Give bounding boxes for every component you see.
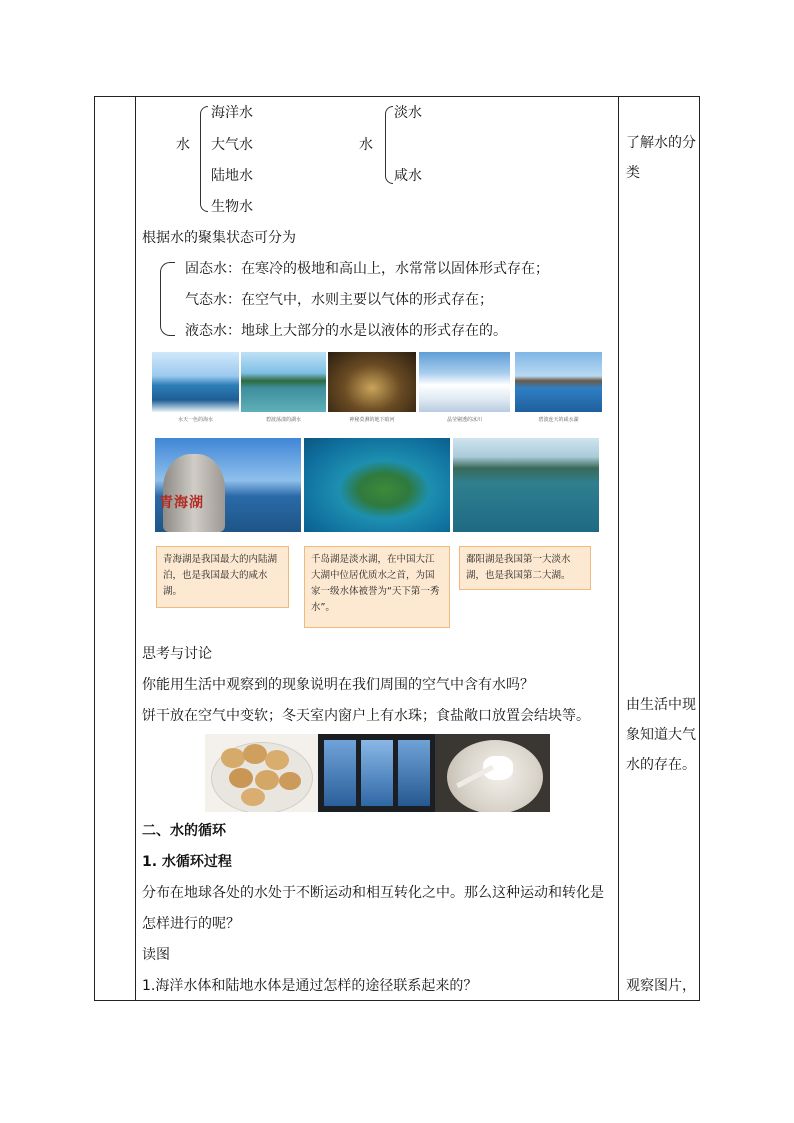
column-divider-left (135, 97, 136, 1000)
discussion-answer: 饼干放在空气中变软；冬天室内窗户上有水珠；食盐敞口放置会结块等。 (142, 708, 590, 724)
brace-icon (160, 262, 175, 336)
lake-note: 千岛湖是淡水湖，在中国大江大湖中位居优质水之首，为国家一级水体被誉为“天下第一秀水”。 (304, 546, 450, 628)
qinghai-lake-photo (155, 438, 301, 532)
classification-item: 大气水 (211, 137, 253, 153)
side-note-observe: 观察图片， (626, 978, 696, 994)
section-heading: 二、水的循环 (142, 823, 226, 839)
photo-caption: 水天一色的海水 (177, 417, 213, 423)
salt-bowl-photo (435, 734, 550, 812)
photo-caption: 碧波连天的咸水湖 (538, 417, 579, 423)
brace-icon (200, 106, 208, 212)
biscuits-photo (205, 734, 318, 812)
classification-root-2: 水 (359, 137, 373, 153)
window-droplets-photo (318, 734, 435, 812)
qinghai-lake-sign: 青海湖 (159, 495, 204, 511)
side-note-classification: 了解水的分类 (626, 135, 696, 181)
classification-item: 陆地水 (211, 168, 253, 184)
paragraph-line: 怎样进行的呢？ (142, 916, 240, 932)
salt-lake-photo (515, 352, 602, 412)
brace-icon (385, 106, 393, 184)
lake-photo (241, 352, 326, 412)
state-line: 气态水：在空气中，水则主要以气体的形式存在； (185, 292, 493, 308)
photo-caption: 晶莹剔透的冰川 (446, 417, 482, 423)
state-line: 液态水：地球上大部分的水是以液体的形式存在的。 (185, 323, 507, 339)
classification-item: 淡水 (394, 105, 422, 121)
classification-item: 海洋水 (211, 105, 253, 121)
question-1: 1.海洋水体和陆地水体是通过怎样的途径联系起来的？ (142, 978, 478, 994)
photo-caption: 神秘莫测的地下暗河 (349, 417, 395, 423)
side-note-air-water: 由生活中现象知道大气水的存在。 (626, 697, 696, 773)
photo-caption: 碧波荡漾的湖水 (265, 417, 301, 423)
discussion-title: 思考与讨论 (142, 646, 212, 662)
classification-item: 咸水 (394, 168, 422, 184)
state-intro: 根据水的聚集状态可分为 (142, 230, 296, 246)
qiandao-lake-photo (304, 438, 450, 532)
state-line: 固态水：在寒冷的极地和高山上，水常常以固体形式存在； (185, 261, 549, 277)
column-divider-right (618, 97, 619, 1000)
classification-root-1: 水 (176, 137, 190, 153)
underground-river-photo (328, 352, 416, 412)
lake-note: 青海湖是我国最大的内陆湖泊，也是我国最大的咸水湖。 (156, 546, 289, 608)
read-figure-label: 读图 (142, 947, 170, 963)
paragraph-line: 分布在地球各处的水处于不断运动和相互转化之中。那么这种运动和转化是 (142, 885, 604, 901)
poyang-lake-photo (453, 438, 599, 532)
ocean-photo (152, 352, 239, 412)
subsection-heading: 1. 水循环过程 (142, 854, 232, 870)
glacier-photo (419, 352, 510, 412)
classification-item: 生物水 (211, 199, 253, 215)
discussion-question: 你能用生活中观察到的现象说明在我们周围的空气中含有水吗？ (142, 677, 534, 693)
lake-note: 鄱阳湖是我国第一大淡水湖，也是我国第二大湖。 (459, 546, 591, 590)
